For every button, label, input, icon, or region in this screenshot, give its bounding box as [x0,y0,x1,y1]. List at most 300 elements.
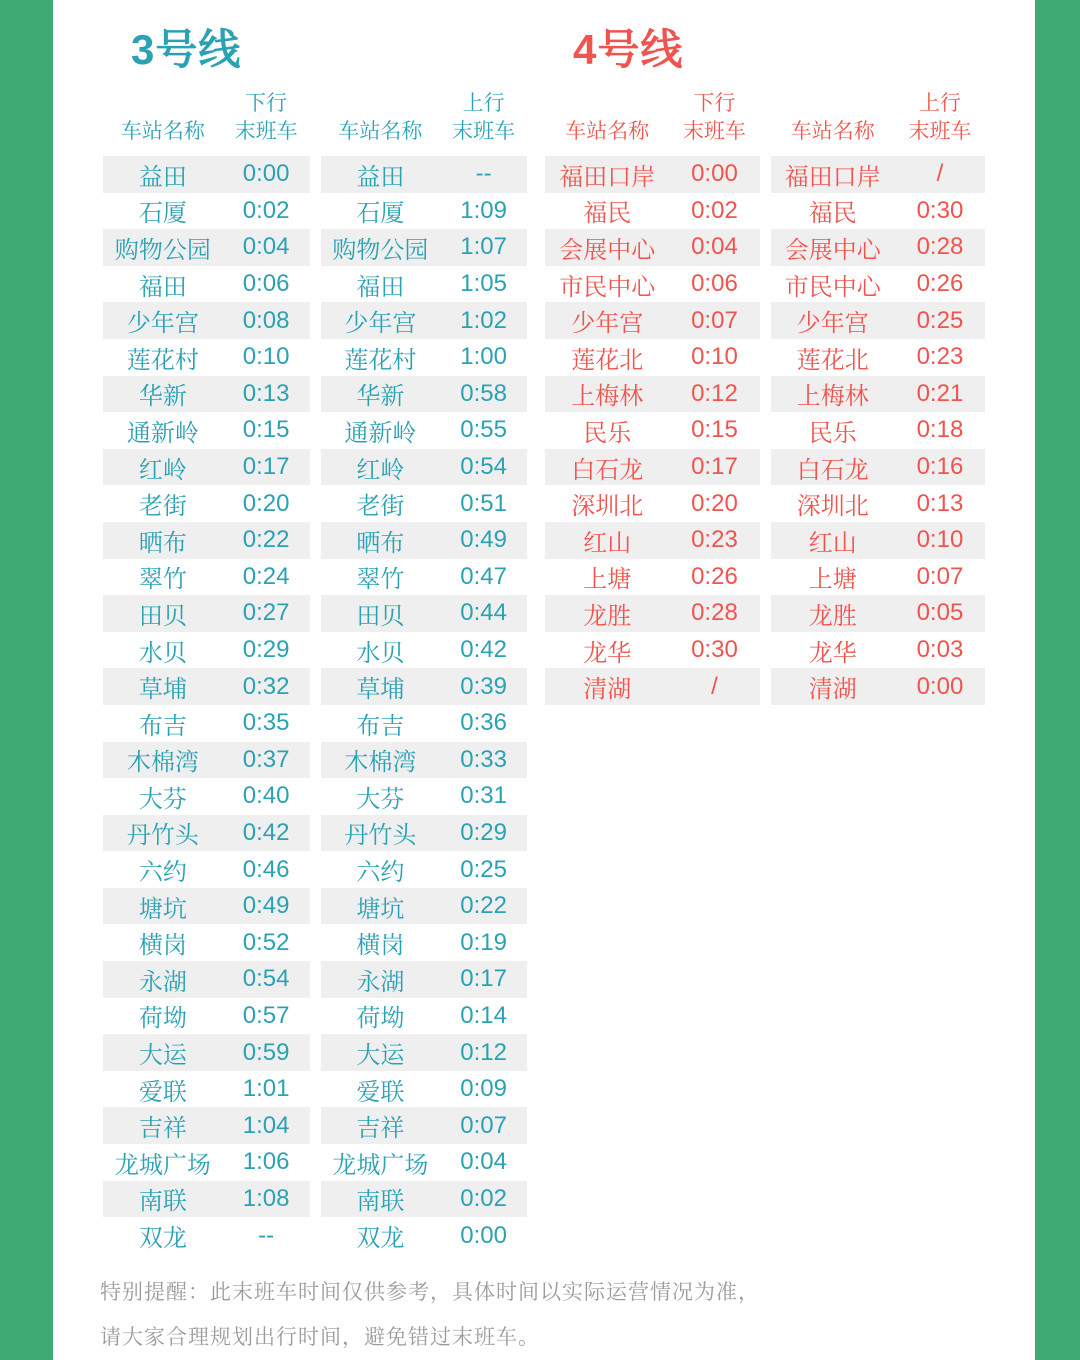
table-row [771,632,986,669]
table-row [545,266,760,303]
table-row [103,1217,310,1254]
station-name-cell: 大运 [356,1042,405,1070]
table-row [321,522,528,559]
station-name-cell: 双龙 [356,1225,405,1253]
table-row [103,302,310,339]
last-train-time-cell: 0:03 [916,636,964,664]
line4-up-table [771,84,986,705]
station-name-cell: 华新 [356,383,405,411]
table-row [103,449,310,486]
table-row [321,1217,528,1254]
last-train-time-cell: 0:15 [691,416,738,444]
last-train-time-cell: 1:01 [242,1075,290,1103]
last-train-time-cell: 0:07 [691,306,738,334]
station-name-cell: 龙胜 [808,602,857,630]
table-row [103,339,310,376]
last-train-time-cell: 0:02 [460,1184,507,1212]
table-row [545,412,760,449]
station-name-cell: 通新岭 [344,419,417,447]
last-train-label: 末班车 [452,120,516,143]
table-row [103,888,310,925]
last-train-time-cell: 0:14 [460,1001,507,1029]
station-name-cell: 民乐 [583,419,632,447]
last-train-time-cell: 1:00 [460,343,507,371]
station-column-header: 车站名称 [338,120,423,143]
table-row [103,485,310,522]
table-row [321,1034,528,1071]
station-name-cell: 老街 [138,493,187,521]
station-name-cell: 六约 [356,859,405,887]
last-train-time-cell: / [936,160,944,188]
table-row [321,156,528,193]
line3-down-table-body [103,156,310,1254]
station-name-cell: 民乐 [808,419,857,447]
station-name-cell: 木棉湾 [126,749,199,777]
table-row [771,522,986,559]
station-name-cell: 清湖 [583,676,632,704]
time-column-header [223,90,310,146]
direction-label: 下行 [693,92,736,115]
last-train-time-cell: 0:49 [242,892,290,920]
table-row [321,449,528,486]
station-name-cell: 福田口岸 [784,163,881,191]
table-row [545,559,760,596]
station-name-cell: 龙胜 [583,602,632,630]
table-row [771,193,986,230]
notice-line-2: 请大家合理规划出行时间，避免错过末班车。 [100,1325,540,1349]
direction-label: 上行 [918,92,961,115]
table-row [103,924,310,961]
time-column-header [440,90,527,146]
last-train-time-cell: 1:08 [242,1184,290,1212]
station-name-cell: 布吉 [356,712,405,740]
last-train-time-cell: 0:31 [460,782,507,810]
last-train-time-cell: 0:40 [242,782,290,810]
station-name-cell: 横岗 [138,932,187,960]
last-train-time-cell: 0:29 [460,818,507,846]
station-name-cell: 福田口岸 [559,163,656,191]
table-row [321,961,528,998]
last-train-time-cell: 0:12 [460,1038,507,1066]
last-train-time-cell: 0:06 [242,270,290,298]
table-row [103,376,310,413]
table-row [103,851,310,888]
station-name-cell: 白石龙 [571,456,644,484]
table-row [321,632,528,669]
last-train-time-cell: 0:27 [242,599,290,627]
table-row [103,1181,310,1218]
station-name-cell: 红岭 [356,456,405,484]
last-train-time-cell: 0:46 [242,855,290,883]
station-name-cell: 大芬 [356,785,405,813]
line3-up-table-body [321,156,528,1254]
last-train-time-cell: 0:55 [460,416,507,444]
last-train-time-cell: 0:57 [242,1001,290,1029]
last-train-time-cell: 0:42 [242,818,290,846]
line3-title: 3号线 [131,26,242,73]
line3-section [103,0,527,1254]
last-train-time-cell: 0:23 [691,526,738,554]
lines-row [53,0,1035,1254]
table-row [321,559,528,596]
station-name-cell: 塘坑 [356,895,405,923]
table-row [771,595,986,632]
timetable-page [53,0,1035,1360]
last-train-time-cell: 0:08 [242,306,290,334]
last-train-time-cell: 0:22 [460,892,507,920]
station-name-cell: 上塘 [583,566,632,594]
last-train-time-cell: 0:59 [242,1038,290,1066]
table-row [771,302,986,339]
table-row [103,705,310,742]
table-row [321,778,528,815]
table-row [321,998,528,1035]
table-row [321,668,528,705]
station-column-header: 车站名称 [120,120,205,143]
station-name-cell: 华新 [138,383,187,411]
last-train-time-cell: 0:12 [691,379,738,407]
table-row [103,778,310,815]
last-train-time-cell: 0:13 [916,489,964,517]
last-train-time-cell: 0:25 [460,855,507,883]
station-name-cell: 市民中心 [784,273,881,301]
table-row [545,595,760,632]
station-name-cell: 翠竹 [356,566,405,594]
table-row [103,193,310,230]
station-column-header: 车站名称 [790,120,875,143]
station-name-cell: 清湖 [808,676,857,704]
table-row [103,815,310,852]
last-train-time-cell: 0:30 [691,636,738,664]
line4-down-table-header [545,84,760,148]
table-row [321,266,528,303]
table-row [321,339,528,376]
station-name-cell: 少年宫 [571,310,644,338]
last-train-time-cell: -- [475,160,492,188]
station-name-cell: 布吉 [138,712,187,740]
last-train-time-cell: 0:02 [242,196,290,224]
last-train-time-cell: 0:58 [460,379,507,407]
station-name-cell: 上塘 [808,566,857,594]
last-train-time-cell: 0:13 [242,379,290,407]
station-column-header: 车站名称 [565,120,650,143]
table-row [545,632,760,669]
table-row [321,742,528,779]
last-train-label: 末班车 [682,120,746,143]
table-row [103,998,310,1035]
last-train-time-cell: 0:17 [242,453,290,481]
station-name-cell: 购物公园 [332,236,429,264]
last-train-time-cell: 0:28 [691,599,738,627]
table-row [545,193,760,230]
station-name-cell: 石厦 [138,200,187,228]
last-train-time-cell: 0:20 [242,489,290,517]
station-name-cell: 会展中心 [559,236,656,264]
station-name-cell: 红山 [808,529,857,557]
table-row [103,742,310,779]
table-row [103,522,310,559]
station-name-cell: 益田 [138,163,187,191]
station-name-cell: 晒布 [356,529,405,557]
station-name-cell: 上梅林 [796,383,869,411]
line3-tables [103,84,527,1254]
last-train-time-cell: 0:18 [916,416,964,444]
last-train-time-cell: 1:09 [460,196,507,224]
table-row [771,376,986,413]
station-name-cell: 少年宫 [796,310,869,338]
station-name-cell: 福民 [808,200,857,228]
station-name-cell: 永湖 [356,968,405,996]
last-train-time-cell: 0:21 [916,379,964,407]
table-row [321,851,528,888]
last-train-time-cell: 0:26 [916,270,964,298]
station-name-cell: 双龙 [138,1225,187,1253]
station-name-cell: 白石龙 [796,456,869,484]
last-train-time-cell: 0:17 [691,453,738,481]
last-train-time-cell: 0:10 [916,526,964,554]
line4-up-table-header [771,84,986,148]
station-name-cell: 荷坳 [356,1005,405,1033]
station-name-cell: 草埔 [138,676,187,704]
last-train-time-cell: 0:00 [460,1221,507,1249]
time-column-header [895,90,985,146]
station-name-cell: 会展中心 [784,236,881,264]
station-name-cell: 深圳北 [796,493,869,521]
table-row [771,412,986,449]
station-name-cell: 爱联 [138,1078,187,1106]
station-name-cell: 老街 [356,493,405,521]
table-row [321,595,528,632]
line4-tables [545,84,985,705]
station-name-cell: 木棉湾 [344,749,417,777]
table-row [321,193,528,230]
line3-down-table-header [103,84,310,148]
table-row [103,668,310,705]
last-train-time-cell: 1:05 [460,270,507,298]
table-row [771,339,986,376]
table-row [103,1034,310,1071]
station-name-cell: 龙城广场 [114,1151,211,1179]
station-name-cell: 深圳北 [571,493,644,521]
line4-title: 4号线 [573,26,684,73]
last-train-time-cell: 0:00 [691,160,738,188]
last-train-time-cell: 1:07 [460,233,507,261]
last-train-time-cell: 0:19 [460,928,507,956]
station-name-cell: 吉祥 [138,1115,187,1143]
station-name-cell: 吉祥 [356,1115,405,1143]
line4-up-table-body [771,156,986,705]
last-train-time-cell: 0:17 [460,965,507,993]
station-name-cell: 莲花村 [344,346,417,374]
last-train-label: 末班车 [908,120,972,143]
table-row [103,229,310,266]
table-row [103,595,310,632]
station-name-cell: 荷坳 [138,1005,187,1033]
station-name-cell: 翠竹 [138,566,187,594]
table-row [103,559,310,596]
table-row [321,888,528,925]
station-name-cell: 益田 [356,163,405,191]
last-train-time-cell: 1:02 [460,306,507,334]
last-train-time-cell: 0:33 [460,745,507,773]
table-row [771,485,986,522]
table-row [545,485,760,522]
last-train-time-cell: 0:35 [242,709,290,737]
last-train-time-cell: 0:05 [916,599,964,627]
table-row [545,522,760,559]
station-name-cell: 红山 [583,529,632,557]
line3-down-table [103,84,310,1254]
table-row [103,961,310,998]
station-name-cell: 福田 [138,273,187,301]
last-train-time-cell: 1:04 [242,1111,290,1139]
station-name-cell: 南联 [138,1188,187,1216]
table-row [321,1071,528,1108]
table-row [103,1107,310,1144]
station-name-cell: 大芬 [138,785,187,813]
table-row [545,302,760,339]
station-name-cell: 大运 [138,1042,187,1070]
station-name-cell: 田贝 [138,602,187,630]
last-train-label: 末班车 [234,120,298,143]
last-train-time-cell: 0:47 [460,562,507,590]
table-row [321,485,528,522]
station-name-cell: 少年宫 [344,310,417,338]
station-name-cell: 龙华 [583,639,632,667]
last-train-time-cell: 0:04 [242,233,290,261]
station-name-cell: 少年宫 [126,310,199,338]
last-train-time-cell: 0:26 [691,562,738,590]
last-train-time-cell: 0:28 [916,233,964,261]
last-train-time-cell: 0:07 [460,1111,507,1139]
table-row [321,302,528,339]
station-name-cell: 市民中心 [559,273,656,301]
station-name-cell: 丹竹头 [126,822,199,850]
last-train-time-cell: -- [258,1221,275,1249]
station-name-cell: 爱联 [356,1078,405,1106]
last-train-time-cell: 0:23 [916,343,964,371]
table-row [103,1071,310,1108]
last-train-time-cell: 0:07 [916,562,964,590]
last-train-time-cell: 0:39 [460,672,507,700]
last-train-time-cell: 0:04 [460,1148,507,1176]
last-train-time-cell: 0:44 [460,599,507,627]
station-name-cell: 水贝 [356,639,405,667]
table-row [545,376,760,413]
table-row [771,449,986,486]
last-train-time-cell: 0:30 [916,196,964,224]
line3-up-table [321,84,528,1254]
table-row [321,1181,528,1218]
last-train-time-cell: 0:42 [460,636,507,664]
station-name-cell: 红岭 [138,456,187,484]
table-row [321,924,528,961]
notice-footer [100,1270,1035,1360]
station-name-cell: 丹竹头 [344,822,417,850]
station-name-cell: 通新岭 [126,419,199,447]
station-name-cell: 莲花北 [571,346,644,374]
station-name-cell: 永湖 [138,968,187,996]
station-name-cell: 草埔 [356,676,405,704]
station-name-cell: 福民 [583,200,632,228]
notice-line-1: 特别提醒：此末班车时间仅供参考，具体时间以实际运营情况为准， [100,1280,760,1304]
table-row [321,412,528,449]
station-name-cell: 水贝 [138,639,187,667]
table-row [103,266,310,303]
last-train-time-cell: 0:04 [691,233,738,261]
station-name-cell: 横岗 [356,932,405,960]
table-row [545,668,760,705]
station-name-cell: 晒布 [138,529,187,557]
station-name-cell: 塘坑 [138,895,187,923]
table-row [321,1107,528,1144]
table-row [771,229,986,266]
station-name-cell: 莲花村 [126,346,199,374]
table-row [321,815,528,852]
last-train-time-cell: 0:49 [460,526,507,554]
last-train-time-cell: 0:22 [242,526,290,554]
table-row [771,668,986,705]
table-row [771,156,986,193]
station-name-cell: 福田 [356,273,405,301]
line4-down-table-body [545,156,760,705]
last-train-time-cell: 0:29 [242,636,290,664]
last-train-time-cell: 0:16 [916,453,964,481]
line4-down-table [545,84,760,705]
table-row [545,449,760,486]
table-row [321,1144,528,1181]
last-train-time-cell: 0:54 [460,453,507,481]
last-train-time-cell: 0:00 [242,160,290,188]
station-name-cell: 龙华 [808,639,857,667]
station-name-cell: 上梅林 [571,383,644,411]
line4-section [545,0,985,705]
table-row [321,229,528,266]
direction-label: 下行 [245,92,288,115]
station-name-cell: 莲花北 [796,346,869,374]
station-name-cell: 南联 [356,1188,405,1216]
last-train-time-cell: 0:37 [242,745,290,773]
last-train-time-cell: 0:00 [916,672,964,700]
last-train-time-cell: 0:15 [242,416,290,444]
table-row [103,412,310,449]
table-row [771,266,986,303]
last-train-time-cell: 0:10 [691,343,738,371]
last-train-time-cell: 0:25 [916,306,964,334]
last-train-time-cell: 0:02 [691,196,738,224]
last-train-time-cell: / [711,672,718,700]
line3-up-table-header [321,84,528,148]
last-train-time-cell: 0:24 [242,562,290,590]
time-column-header [669,90,759,146]
last-train-time-cell: 0:06 [691,270,738,298]
last-train-time-cell: 0:51 [460,489,507,517]
station-name-cell: 田贝 [356,602,405,630]
direction-label: 上行 [462,92,505,115]
last-train-time-cell: 1:06 [242,1148,290,1176]
last-train-time-cell: 0:09 [460,1075,507,1103]
table-row [771,559,986,596]
table-row [321,705,528,742]
table-row [321,376,528,413]
station-name-cell: 购物公园 [114,236,211,264]
table-row [103,156,310,193]
table-row [103,1144,310,1181]
last-train-time-cell: 0:52 [242,928,290,956]
last-train-time-cell: 0:36 [460,709,507,737]
last-train-time-cell: 0:54 [242,965,290,993]
last-train-time-cell: 0:10 [242,343,290,371]
